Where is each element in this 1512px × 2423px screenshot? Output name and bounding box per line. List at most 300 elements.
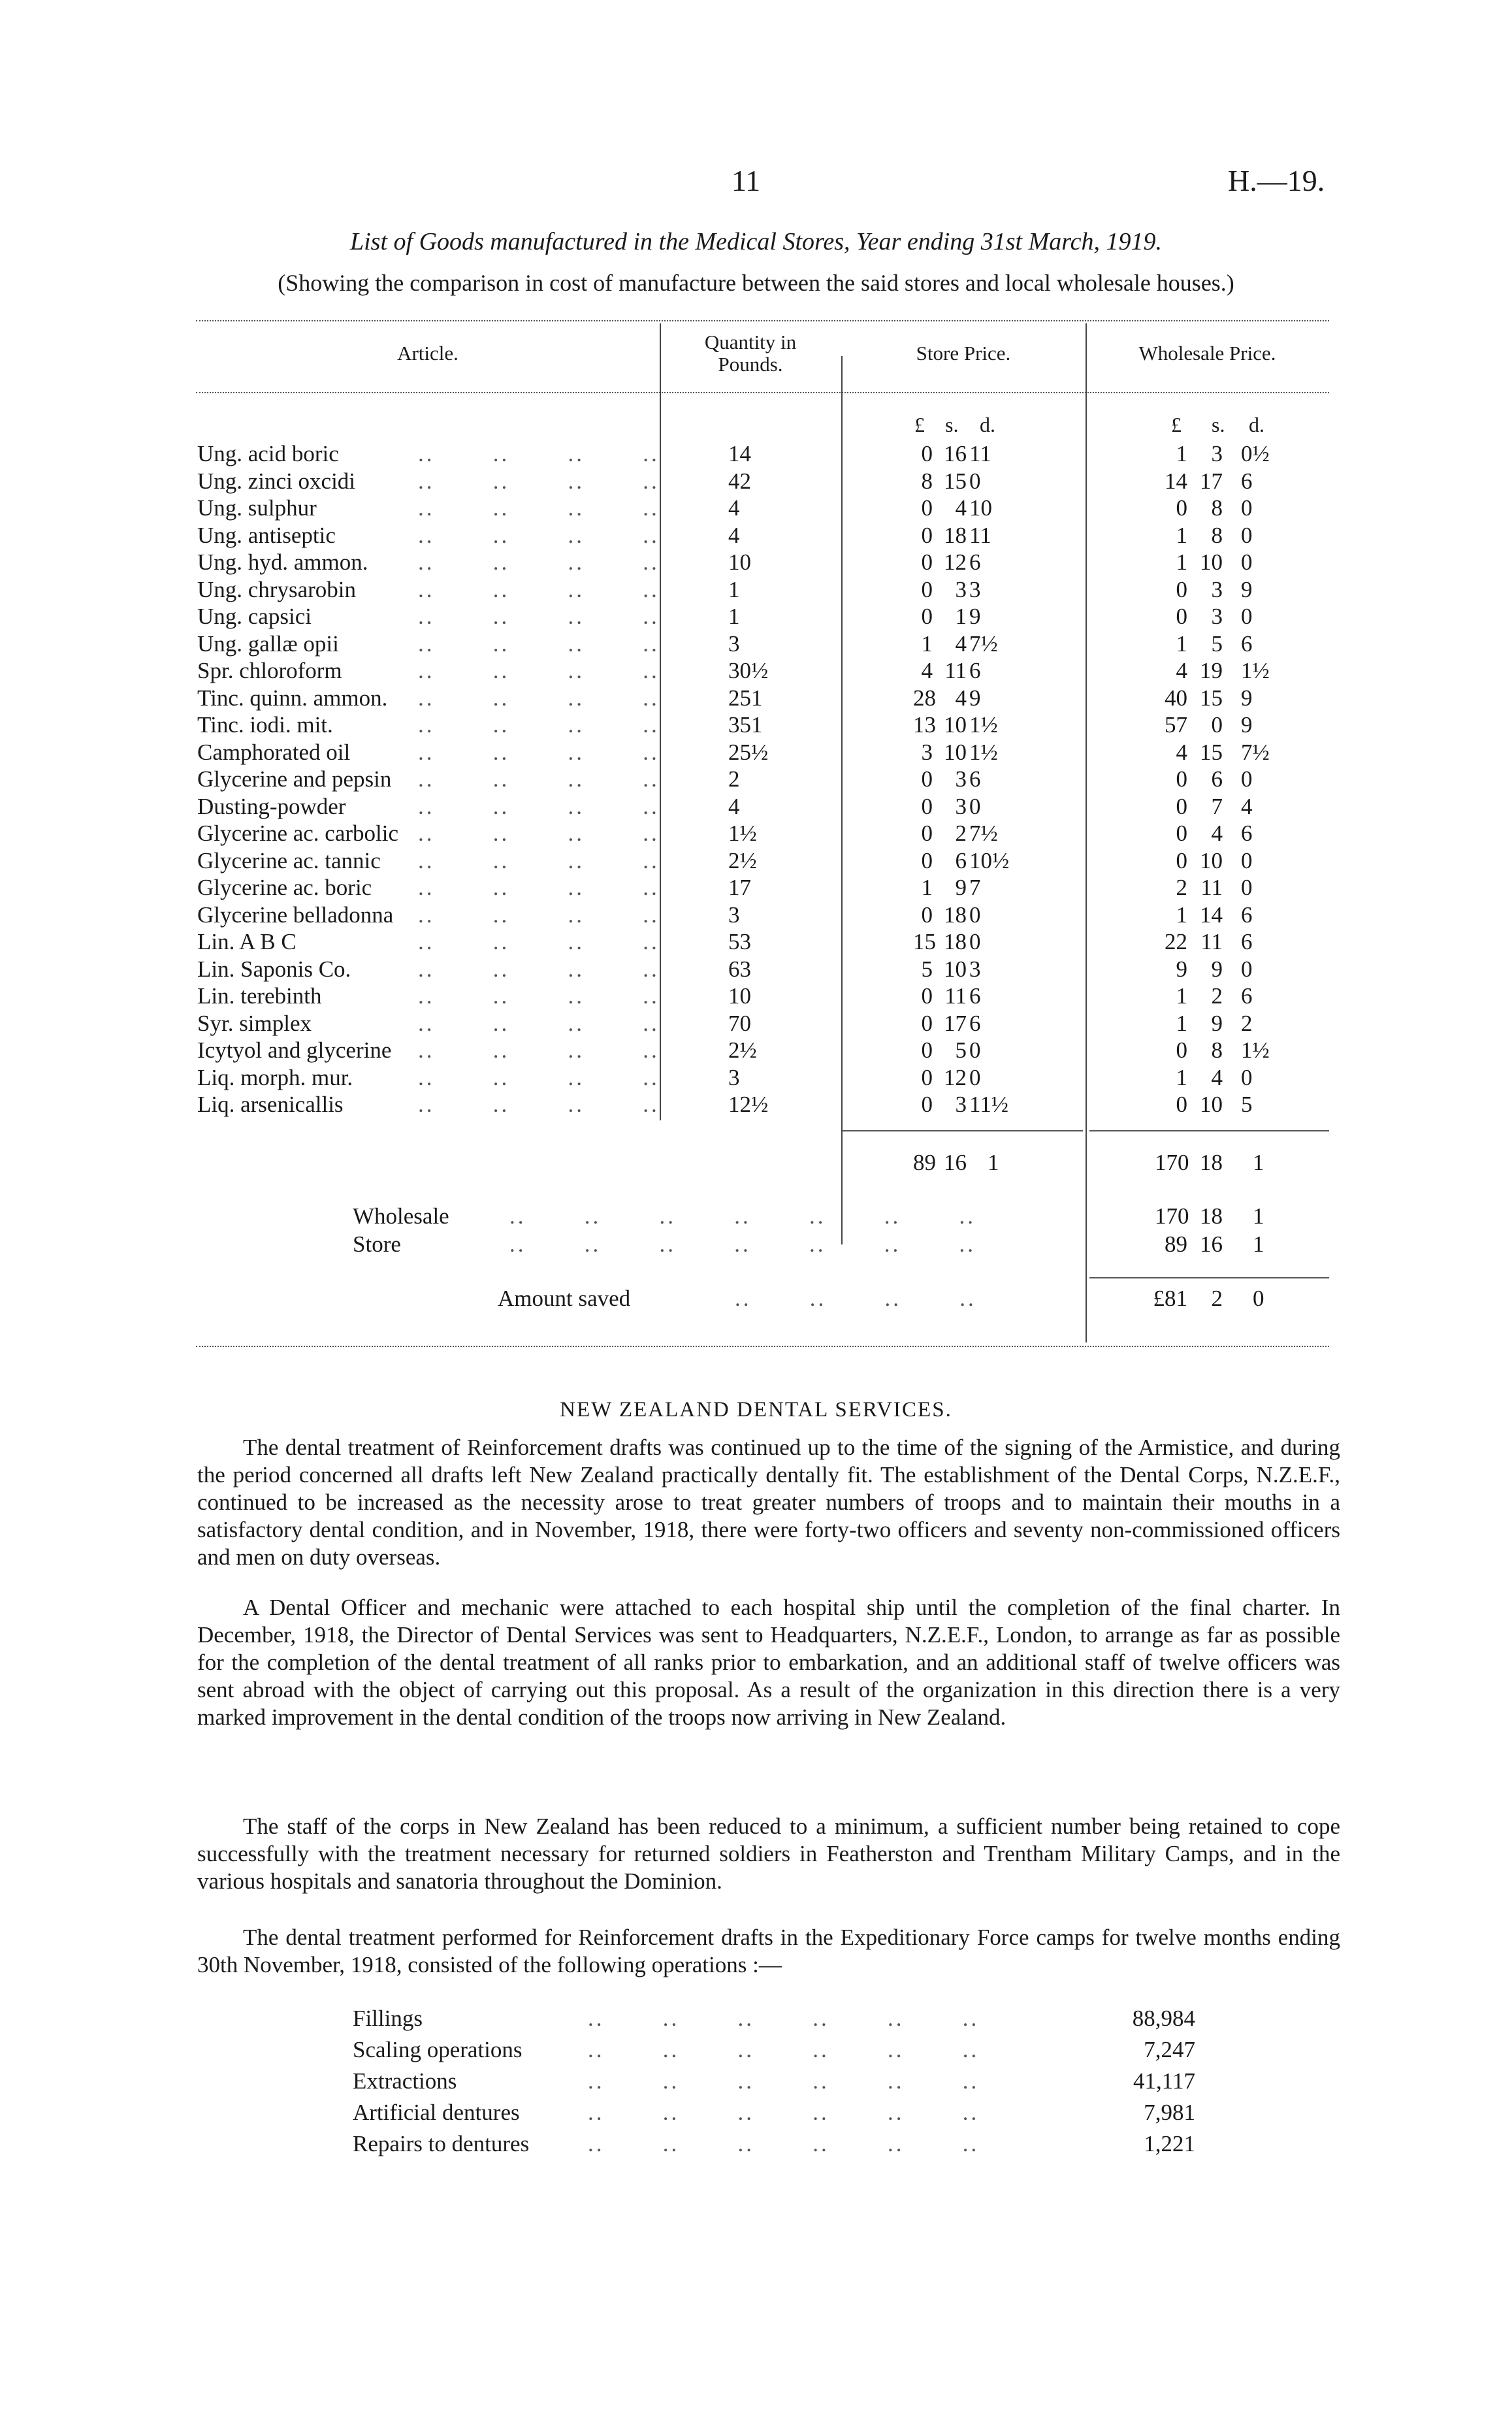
summary-dots-3: .. .. .. .. xyxy=(735,1286,976,1311)
table-row xyxy=(0,468,1512,495)
quantity-pounds: 251 xyxy=(728,685,763,711)
store-price-shillings: 5 xyxy=(955,1037,967,1063)
paragraph-2: A Dental Officer and mechanic were attached to each hospital ship until the completion of the final charter. In December, 1918, the Director of Dental Services was sent to Headquarters, N.Z.E.F., London, to arrange as far as possible for the completion of the dental treatment of all ranks prior to embarkation, and an additional staff of twelve officers was sent abroad with the object of carrying out this proposal. As a result of the organization in this direction there is a very marked improvement in the dental condition of the troops now arriving in New Zealand. xyxy=(197,1595,1340,1730)
store-price-pounds: 1 xyxy=(921,630,933,657)
table-top-rule xyxy=(196,320,1329,321)
article-name: Lin. A B C xyxy=(197,929,297,954)
store-price-pence: 0 xyxy=(969,929,981,954)
wholesale-price-shillings: 14 xyxy=(1200,902,1223,928)
summary-store-shillings: 16 xyxy=(1200,1231,1223,1257)
paragraph-3: The staff of the corps in New Zealand has been reduced to a minimum, a sufficient number being retained to cope successfully with the treatment necessary for returned soldiers in Featherston and Trentham Military Camps, and in the various hospitals and sanatoria throughout the Dominion. xyxy=(197,1813,1340,1894)
store-pence-label: d. xyxy=(980,413,995,436)
leader-dots: .. .. .. .. .. .. xyxy=(588,2131,980,2156)
article-name: Ung. acid boric xyxy=(197,441,339,466)
table-row xyxy=(0,956,1512,983)
store-price-shillings: 2 xyxy=(955,821,967,846)
leader-dots: .. .. .. .. xyxy=(418,441,660,466)
quantity-pounds: 25½ xyxy=(728,739,769,765)
store-price-shillings: 12 xyxy=(944,1064,967,1090)
article-name: Camphorated oil xyxy=(197,739,351,765)
store-price-pounds: 3 xyxy=(921,739,933,765)
quantity-pounds: 12½ xyxy=(728,1092,769,1117)
wholesale-price-pounds: 1 xyxy=(1176,522,1187,548)
article-name: Ung. antiseptic xyxy=(197,522,336,548)
leader-dots: .. .. .. .. xyxy=(418,549,660,575)
wholesale-price-pence: 6 xyxy=(1241,929,1253,954)
quantity-pounds: 1 xyxy=(728,604,740,629)
wholesale-price-pounds: 0 xyxy=(1176,793,1187,819)
store-price-pounds: 0 xyxy=(921,604,933,629)
page-number: 11 xyxy=(732,164,761,197)
leader-dots: .. .. .. .. xyxy=(418,1037,660,1063)
leader-dots: .. .. .. .. xyxy=(418,576,660,602)
document-reference: H.—19. xyxy=(1228,164,1325,197)
wholesale-price-pence: 9 xyxy=(1241,685,1253,711)
wholesale-price-pounds: 0 xyxy=(1176,821,1187,846)
store-price-shillings: 3 xyxy=(955,766,967,792)
table-row xyxy=(0,631,1512,658)
store-total-pence: 1 xyxy=(988,1150,999,1175)
wholesale-price-pence: 0 xyxy=(1241,875,1253,900)
leader-dots: .. .. .. .. xyxy=(418,929,660,954)
store-price-shillings: 10 xyxy=(944,956,967,982)
wholesale-price-shillings: 0 xyxy=(1211,712,1223,738)
wholesale-price-shillings: 2 xyxy=(1211,983,1223,1009)
quantity-pounds: 53 xyxy=(728,929,751,954)
table-bottom-rule xyxy=(196,1346,1329,1347)
wholesale-price-pence: 5 xyxy=(1241,1092,1253,1117)
article-name: Glycerine ac. carbolic xyxy=(197,821,399,846)
leader-dots: .. .. .. .. xyxy=(418,739,660,765)
store-price-shillings: 4 xyxy=(955,685,967,711)
store-price-pounds: 0 xyxy=(921,1010,933,1036)
wholesale-price-pence: 1½ xyxy=(1241,1037,1270,1063)
wholesale-price-shillings: 11 xyxy=(1200,875,1223,900)
store-price-pounds: 13 xyxy=(913,712,936,738)
wholesale-price-pounds: 0 xyxy=(1176,604,1187,629)
quantity-pounds: 3 xyxy=(728,902,740,928)
wholesale-price-shillings: 6 xyxy=(1211,766,1223,792)
article-name: Ung. gallæ opii xyxy=(197,630,339,657)
store-price-pounds: 0 xyxy=(921,441,933,466)
store-price-shillings: 11 xyxy=(944,983,967,1009)
wholesale-total-pounds: 170 xyxy=(1155,1150,1189,1175)
wholesale-price-pounds: 0 xyxy=(1176,766,1187,792)
operation-label: Repairs to dentures xyxy=(353,2131,530,2156)
paragraph-4: The dental treatment performed for Reinforcement drafts in the Expeditionary Force camps for twelve months ending 30th November, 1918, consisted of the following operations :— xyxy=(197,1925,1340,1977)
store-price-pounds: 0 xyxy=(921,821,933,846)
article-name: Lin. Saponis Co. xyxy=(197,956,351,982)
wholesale-price-pence: 1½ xyxy=(1241,658,1270,683)
table-row xyxy=(0,983,1512,1010)
article-name: Ung. chrysarobin xyxy=(197,576,357,602)
store-price-shillings: 4 xyxy=(955,495,967,521)
operation-count: 41,117 xyxy=(1133,2068,1195,2094)
leader-dots: .. .. .. .. xyxy=(418,495,660,521)
wholesale-price-pence: 6 xyxy=(1241,468,1253,494)
store-price-shillings: 12 xyxy=(944,549,967,575)
leader-dots: .. .. .. .. xyxy=(418,821,660,846)
leader-dots: .. .. .. .. xyxy=(418,902,660,928)
article-name: Liq. arsenicallis xyxy=(197,1092,344,1117)
wholesale-price-shillings: 15 xyxy=(1200,739,1223,765)
table-header-rule xyxy=(196,392,1329,393)
quantity-pounds: 4 xyxy=(728,793,740,819)
summary-wholesale-label: Wholesale xyxy=(353,1203,449,1229)
article-name: Tinc. quinn. ammon. xyxy=(197,685,388,711)
quantity-pounds: 10 xyxy=(728,549,751,575)
store-price-pounds: 0 xyxy=(921,1064,933,1090)
store-price-pounds: 0 xyxy=(921,902,933,928)
wholesale-price-pounds: 14 xyxy=(1165,468,1187,494)
summary-rule xyxy=(1089,1277,1329,1278)
store-price-pence: 6 xyxy=(969,766,981,792)
wholesale-price-shillings: 9 xyxy=(1211,1010,1223,1036)
operation-row xyxy=(353,2100,1202,2129)
store-price-pence: 9 xyxy=(969,604,981,629)
wholesale-price-pence: 0 xyxy=(1241,549,1253,575)
article-name: Glycerine and pepsin xyxy=(197,766,392,792)
wholesale-price-pounds: 0 xyxy=(1176,495,1187,521)
article-name: Glycerine ac. boric xyxy=(197,875,372,900)
wholesale-price-pence: 0 xyxy=(1241,847,1253,873)
store-price-pence: 11 xyxy=(969,522,991,548)
quantity-pounds: 17 xyxy=(728,875,751,900)
quantity-pounds: 2½ xyxy=(728,1037,757,1063)
wholesale-price-shillings: 9 xyxy=(1211,956,1223,982)
wholesale-price-shillings: 4 xyxy=(1211,821,1223,846)
operation-count: 7,981 xyxy=(1144,2100,1195,2125)
store-price-pounds: 0 xyxy=(921,576,933,602)
leader-dots: .. .. .. .. xyxy=(418,847,660,873)
wholesale-price-pounds: 0 xyxy=(1176,1092,1187,1117)
quantity-pounds: 351 xyxy=(728,712,763,738)
store-price-pounds: 0 xyxy=(921,847,933,873)
article-name: Ung. zinci oxcidi xyxy=(197,468,356,494)
store-price-pounds: 8 xyxy=(921,468,933,494)
leader-dots: .. .. .. .. xyxy=(418,983,660,1009)
table-row xyxy=(0,604,1512,630)
store-price-shillings: 18 xyxy=(944,902,967,928)
store-price-shillings: 6 xyxy=(955,847,967,873)
wholesale-price-shillings: 8 xyxy=(1211,1037,1223,1063)
summary-dots-1: .. .. .. .. .. .. .. xyxy=(509,1203,976,1229)
summary-saved-label: Amount saved xyxy=(498,1286,631,1311)
article-name: Glycerine ac. tannic xyxy=(197,847,381,873)
wholesale-total-pence: 1 xyxy=(1253,1150,1264,1175)
wholesale-price-shillings: 8 xyxy=(1211,522,1223,548)
header-article: Article. xyxy=(397,342,458,365)
operation-count: 7,247 xyxy=(1144,2037,1195,2062)
operation-row xyxy=(353,2006,1202,2035)
store-price-pence: 6 xyxy=(969,658,981,683)
store-price-shillings: 17 xyxy=(944,1010,967,1036)
wholesale-price-shillings: 3 xyxy=(1211,441,1223,466)
wholesale-price-pence: 0 xyxy=(1241,522,1253,548)
table-row xyxy=(0,577,1512,604)
leader-dots: .. .. .. .. xyxy=(418,685,660,711)
wholesale-price-pence: 6 xyxy=(1241,983,1253,1009)
table-row xyxy=(0,848,1512,875)
store-price-pounds: 0 xyxy=(921,983,933,1009)
table-row xyxy=(0,740,1512,766)
operation-count: 1,221 xyxy=(1144,2131,1195,2156)
store-price-shillings: 18 xyxy=(944,929,967,954)
store-price-pence: 3 xyxy=(969,576,981,602)
wholesale-price-shillings: 10 xyxy=(1200,1092,1223,1117)
wholesale-price-pence: 7½ xyxy=(1241,739,1270,765)
wholesale-price-pounds: 1 xyxy=(1176,983,1187,1009)
table-row xyxy=(0,658,1512,685)
store-price-pence: 10½ xyxy=(969,847,1010,873)
wholesale-price-pounds: 57 xyxy=(1165,712,1187,738)
header-wholesale-price: Wholesale Price. xyxy=(1138,342,1276,365)
wholesale-shilling-label: s. xyxy=(1212,413,1225,436)
store-price-pounds: 1 xyxy=(921,875,933,900)
quantity-pounds: 2 xyxy=(728,766,740,792)
store-price-shillings: 10 xyxy=(944,712,967,738)
store-price-shillings: 18 xyxy=(944,522,967,548)
totals-row xyxy=(0,1150,1512,1177)
header-quantity-line2: Pounds. xyxy=(718,353,783,376)
table-row xyxy=(0,523,1512,549)
store-price-pence: 6 xyxy=(969,549,981,575)
paragraph-1: The dental treatment of Reinforcement drafts was continued up to the time of the signing of the Armistice, and during the period concerned all drafts left New Zealand practically dentally fit. The establishment of the Dental Corps, N.Z.E.F., continued to be increased as the necessity arose to treat greater numbers of troops and to maintain their mouths in a satisfactory dental condition, and in November, 1918, there were forty-two officers and seventy non-commissioned officers and men on duty overseas. xyxy=(197,1435,1340,1570)
wholesale-pound-label: £ xyxy=(1171,413,1182,436)
store-price-pence: 11 xyxy=(969,441,991,466)
operation-row xyxy=(353,2037,1202,2066)
wholesale-price-pence: 0½ xyxy=(1241,441,1270,466)
wholesale-price-pence: 0 xyxy=(1241,604,1253,629)
wholesale-price-pence: 6 xyxy=(1241,630,1253,657)
table-row xyxy=(0,794,1512,821)
quantity-pounds: 3 xyxy=(728,1064,740,1090)
article-name: Spr. chloroform xyxy=(197,658,342,683)
store-price-pounds: 15 xyxy=(913,929,936,954)
store-price-pounds: 0 xyxy=(921,793,933,819)
wholesale-price-shillings: 3 xyxy=(1211,576,1223,602)
summary-saved-value xyxy=(0,1286,1512,1312)
wholesale-price-pounds: 1 xyxy=(1176,630,1187,657)
article-name: Dusting-powder xyxy=(197,793,346,819)
wholesale-price-pounds: 9 xyxy=(1176,956,1187,982)
store-price-pence: 0 xyxy=(969,902,981,928)
wholesale-price-shillings: 8 xyxy=(1211,495,1223,521)
wholesale-price-pence: 0 xyxy=(1241,495,1253,521)
store-price-pounds: 0 xyxy=(921,1037,933,1063)
wholesale-price-pounds: 1 xyxy=(1176,902,1187,928)
store-price-pounds: 0 xyxy=(921,549,933,575)
store-price-shillings: 1 xyxy=(955,604,967,629)
quantity-pounds: 3 xyxy=(728,630,740,657)
wholesale-price-pounds: 1 xyxy=(1176,1064,1187,1090)
wholesale-price-pence: 6 xyxy=(1241,821,1253,846)
leader-dots: .. .. .. .. xyxy=(418,766,660,792)
quantity-pounds: 70 xyxy=(728,1010,751,1036)
store-price-shillings: 3 xyxy=(955,1092,967,1117)
summary-store-pence: 1 xyxy=(1253,1231,1264,1257)
summary-store-label: Store xyxy=(353,1231,401,1257)
leader-dots: .. .. .. .. xyxy=(418,468,660,494)
summary-wholesale-shillings: 18 xyxy=(1200,1203,1223,1229)
store-price-pence: 1½ xyxy=(969,712,998,738)
leader-dots: .. .. .. .. .. .. xyxy=(588,2100,980,2125)
leader-dots: .. .. .. .. .. .. xyxy=(588,2068,980,2094)
table-row xyxy=(0,766,1512,793)
wholesale-price-pounds: 4 xyxy=(1176,658,1187,683)
article-name: Ung. sulphur xyxy=(197,495,317,521)
store-price-pence: 7 xyxy=(969,875,981,900)
operation-label: Scaling operations xyxy=(353,2037,523,2062)
store-price-pence: 10 xyxy=(969,495,992,521)
leader-dots: .. .. .. .. xyxy=(418,658,660,683)
operation-label: Extractions xyxy=(353,2068,457,2094)
leader-dots: .. .. .. .. .. .. xyxy=(588,2006,980,2031)
store-total-rule xyxy=(841,1130,1083,1131)
article-name: Icytyol and glycerine xyxy=(197,1037,392,1063)
section-heading: NEW ZEALAND DENTAL SERVICES. xyxy=(560,1398,952,1422)
table-row xyxy=(0,1011,1512,1037)
quantity-pounds: 42 xyxy=(728,468,751,494)
leader-dots: .. .. .. .. xyxy=(418,712,660,738)
operation-count: 88,984 xyxy=(1132,2006,1195,2031)
wholesale-price-shillings: 7 xyxy=(1211,793,1223,819)
article-name: Lin. terebinth xyxy=(197,983,322,1009)
store-total-pounds: 89 xyxy=(913,1150,936,1175)
store-price-pence: 3 xyxy=(969,956,981,982)
leader-dots: .. .. .. .. xyxy=(418,604,660,629)
store-price-pence: 7½ xyxy=(969,821,998,846)
store-price-pounds: 0 xyxy=(921,522,933,548)
operation-label: Artificial dentures xyxy=(353,2100,520,2125)
table-row xyxy=(0,902,1512,929)
summary-dots-2: .. .. .. .. .. .. .. xyxy=(509,1231,976,1257)
quantity-pounds: 63 xyxy=(728,956,751,982)
wholesale-price-pounds: 1 xyxy=(1176,1010,1187,1036)
wholesale-price-pounds: 0 xyxy=(1176,576,1187,602)
leader-dots: .. .. .. .. xyxy=(418,956,660,982)
store-price-pence: 6 xyxy=(969,1010,981,1036)
article-name: Liq. morph. mur. xyxy=(197,1064,353,1090)
quantity-pounds: 14 xyxy=(728,441,751,466)
leader-dots: .. .. .. .. xyxy=(418,630,660,657)
store-price-shillings: 3 xyxy=(955,576,967,602)
table-row xyxy=(0,1065,1512,1092)
wholesale-price-shillings: 15 xyxy=(1200,685,1223,711)
table-row xyxy=(0,549,1512,576)
wholesale-price-pounds: 1 xyxy=(1176,549,1187,575)
table-row xyxy=(0,1037,1512,1064)
store-price-shillings: 16 xyxy=(944,441,967,466)
summary-wholesale-pence: 1 xyxy=(1253,1203,1264,1229)
leader-dots: .. .. .. .. xyxy=(418,1064,660,1090)
header-quantity-line1: Quantity in xyxy=(704,331,797,353)
header-store-price: Store Price. xyxy=(916,342,1011,365)
store-price-pounds: 28 xyxy=(913,685,936,711)
store-price-pounds: 0 xyxy=(921,1092,933,1117)
wholesale-pence-label: d. xyxy=(1249,413,1264,436)
wholesale-price-shillings: 19 xyxy=(1200,658,1223,683)
store-price-shillings: 4 xyxy=(955,630,967,657)
table-row xyxy=(0,821,1512,847)
quantity-pounds: 4 xyxy=(728,522,740,548)
leader-dots: .. .. .. .. xyxy=(418,1092,660,1117)
store-pound-label: £ xyxy=(914,413,925,436)
quantity-pounds: 30½ xyxy=(728,658,769,683)
wholesale-price-pence: 9 xyxy=(1241,576,1253,602)
quantity-pounds: 1 xyxy=(728,576,740,602)
leader-dots: .. .. .. .. xyxy=(418,1010,660,1036)
wholesale-price-pounds: 40 xyxy=(1165,685,1187,711)
table-row xyxy=(0,929,1512,956)
store-price-pounds: 0 xyxy=(921,766,933,792)
quantity-pounds: 2½ xyxy=(728,847,757,873)
summary-wholesale-value xyxy=(0,1203,1512,1230)
store-price-shillings: 15 xyxy=(944,468,967,494)
summary-wholesale-pounds: 170 xyxy=(1155,1203,1189,1229)
operation-row xyxy=(353,2131,1202,2160)
wholesale-price-pounds: 0 xyxy=(1176,847,1187,873)
wholesale-price-shillings: 4 xyxy=(1211,1064,1223,1090)
store-total-shillings: 16 xyxy=(944,1150,967,1175)
wholesale-price-pence: 4 xyxy=(1241,793,1253,819)
table-title: List of Goods manufactured in the Medical Stores, Year ending 31st March, 1919. xyxy=(349,228,1163,255)
table-row xyxy=(0,1092,1512,1118)
store-price-shillings: 3 xyxy=(955,793,967,819)
store-price-pence: 9 xyxy=(969,685,981,711)
store-price-pence: 0 xyxy=(969,1037,981,1063)
quantity-pounds: 1½ xyxy=(728,821,757,846)
quantity-pounds: 10 xyxy=(728,983,751,1009)
summary-store-value xyxy=(0,1231,1512,1258)
wholesale-price-pence: 2 xyxy=(1241,1010,1253,1036)
wholesale-total-rule xyxy=(1089,1130,1329,1131)
wholesale-price-pence: 0 xyxy=(1241,766,1253,792)
leader-dots: .. .. .. .. xyxy=(418,875,660,900)
operation-label: Fillings xyxy=(353,2006,423,2031)
table-row xyxy=(0,875,1512,902)
store-price-shillings: 10 xyxy=(944,739,967,765)
article-name: Tinc. iodi. mit. xyxy=(197,712,333,738)
store-price-pounds: 0 xyxy=(921,495,933,521)
table-row xyxy=(0,441,1512,468)
table-row xyxy=(0,712,1512,739)
store-price-pence: 0 xyxy=(969,468,981,494)
table-row xyxy=(0,495,1512,522)
leader-dots: .. .. .. .. xyxy=(418,793,660,819)
store-price-pence: 0 xyxy=(969,793,981,819)
wholesale-price-shillings: 5 xyxy=(1211,630,1223,657)
article-name: Ung. capsici xyxy=(197,604,312,629)
wholesale-price-pence: 0 xyxy=(1241,956,1253,982)
store-price-pence: 11½ xyxy=(969,1092,1008,1117)
wholesale-price-pounds: 2 xyxy=(1176,875,1187,900)
article-name: Syr. simplex xyxy=(197,1010,312,1036)
wholesale-price-pounds: 22 xyxy=(1165,929,1187,954)
wholesale-total-shillings: 18 xyxy=(1200,1150,1223,1175)
summary-saved-pounds: £81 xyxy=(1153,1286,1187,1311)
summary-saved-shillings: 2 xyxy=(1211,1286,1223,1311)
wholesale-price-pounds: 1 xyxy=(1176,441,1187,466)
table-row xyxy=(0,685,1512,712)
wholesale-price-shillings: 3 xyxy=(1211,604,1223,629)
wholesale-price-pence: 6 xyxy=(1241,902,1253,928)
leader-dots: .. .. .. .. .. .. xyxy=(588,2037,980,2062)
wholesale-price-shillings: 10 xyxy=(1200,847,1223,873)
store-price-pence: 6 xyxy=(969,983,981,1009)
wholesale-price-pounds: 0 xyxy=(1176,1037,1187,1063)
store-price-pence: 1½ xyxy=(969,739,998,765)
